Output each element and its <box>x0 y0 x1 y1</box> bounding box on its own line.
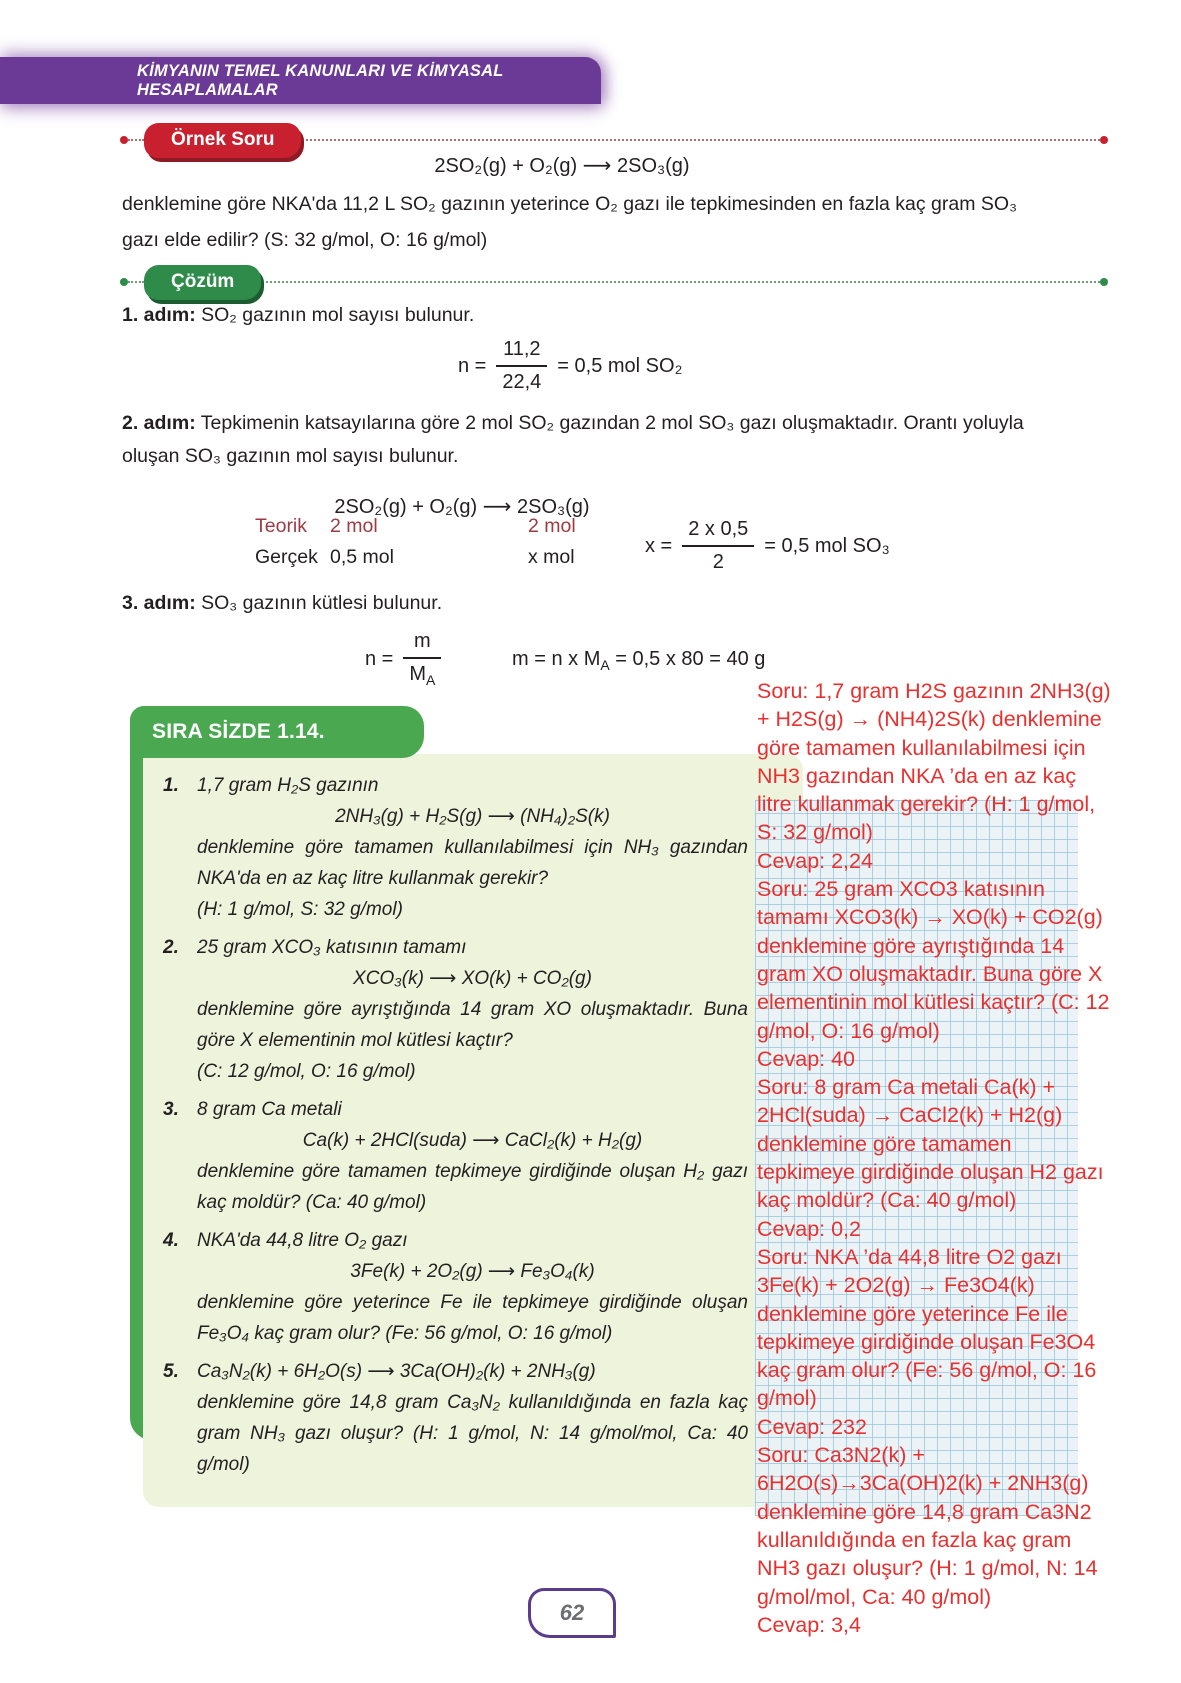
item-number: 4. <box>163 1230 179 1251</box>
formula-lhs: n = <box>458 354 487 377</box>
sira-sizde-panel <box>143 754 803 1507</box>
item-note: (C: 12 g/mol, O: 16 g/mol) <box>197 1061 416 1082</box>
item-intro: 1,7 gram H₂S gazının <box>197 775 379 796</box>
m-eq-sub: A <box>600 657 610 673</box>
step2-equation: 2SO₂(g) + O₂(g) ⟶ 2SO₃(g) <box>334 496 590 518</box>
item-intro: 25 gram XCO₃ katısının tamamı <box>197 937 467 958</box>
item-intro: NKA'da 44,8 litre O₂ gazı <box>197 1230 408 1251</box>
solution-badge: Çözüm <box>144 265 261 300</box>
item-equation: 2NH₃(g) + H₂S(g) ⟶ (NH₄)₂S(k) <box>335 806 610 827</box>
item-number: 3. <box>163 1099 179 1120</box>
annotation-answer: Cevap: 232 <box>757 1414 867 1439</box>
step1-text: SO₂ gazının mol sayısı bulunur. <box>201 304 475 326</box>
annotation-question: Soru: NKA ’da 44,8 litre O2 gazı 3Fe(k) + 2O2(g) → Fe3O4(k) denklemine göre yeterince Fe ile tepkimeye girdiğinde oluşan Fe3O4 kaç gram olur? (Fe: 56 g/mol, O: 16 g/mol) <box>757 1244 1097 1411</box>
den-base: M <box>409 663 427 685</box>
dotted-rule <box>261 281 1100 283</box>
fraction-denominator <box>403 657 441 688</box>
bullet-dot-icon <box>120 278 128 286</box>
fraction-numerator: 11,2 <box>503 338 541 360</box>
teorik-row-label: Teorik <box>255 515 308 537</box>
step2-x-formula <box>645 518 890 574</box>
den-sub: A <box>426 672 436 688</box>
step3-m-formula <box>512 648 765 673</box>
fraction <box>403 630 441 688</box>
dotted-rule <box>128 139 144 141</box>
gercek-value-2: x mol <box>528 546 575 568</box>
teorik-value-2: 2 mol <box>528 515 576 537</box>
chapter-header-bar <box>0 57 601 104</box>
fraction <box>682 518 754 574</box>
exercise-item-2 <box>163 932 748 1087</box>
dotted-rule <box>128 281 144 283</box>
bullet-dot-icon <box>120 136 128 144</box>
formula-rhs: = 0,5 mol SO₃ <box>764 534 890 557</box>
item-number: 2. <box>163 937 179 958</box>
item-body: denklemine göre 14,8 gram Ca₃N₂ kullanıldığında en fazla kaç gram NH₃ gazı oluşur? (H: 1 g/mol, N: 14 g/mol/mol, Ca: 40 g/mol) <box>197 1392 748 1475</box>
step3-text: SO₃ gazının kütlesi bulunur. <box>201 592 443 614</box>
annotation-answer: Cevap: 40 <box>757 1046 856 1071</box>
bullet-dot-icon <box>1100 278 1108 286</box>
item-body: denklemine göre ayrıştığında 14 gram XO oluşmaktadır. Buna göre X elementinin mol kütlesi kaçtır? <box>197 999 748 1051</box>
page-number-badge <box>528 1588 616 1638</box>
page-number: 62 <box>559 1600 585 1625</box>
gercek-value-1: 0,5 mol <box>330 546 394 568</box>
bullet-dot-icon <box>1100 136 1108 144</box>
dotted-rule <box>301 139 1100 141</box>
step3-line <box>122 585 442 621</box>
fraction <box>496 338 547 394</box>
m-eq-pre: m = n x M <box>512 648 601 670</box>
formula-lhs: x = <box>645 534 673 557</box>
exercise-item-1 <box>163 770 748 925</box>
teorik-value-1: 2 mol <box>330 515 378 537</box>
annotation-answer: Cevap: 0,2 <box>757 1216 861 1241</box>
item-equation: Ca(k) + 2HCl(suda) ⟶ CaCl₂(k) + H₂(g) <box>302 1130 643 1151</box>
sira-sizde-header-tab <box>130 706 424 758</box>
annotation-question: Soru: Ca3N2(k) + 6H2O(s)→3Ca(OH)2(k) + 2NH3(g) denklemine göre 14,8 gram Ca3N2 kullanıldığında en fazla kaç gram NH3 gazı oluşur? (H: 1 g/mol, N: 14 g/mol/mol, Ca: 40 g/mol) <box>757 1443 1098 1609</box>
item-body: denklemine göre tamamen tepkimeye girdiğinde oluşan H₂ gazı kaç moldür? (Ca: 40 g/mol) <box>197 1161 748 1213</box>
item-body: denklemine göre tamamen kullanılabilmesi için NH₃ gazından NKA'da en az kaç litre kullanmak gerekir? <box>197 837 748 889</box>
formula-lhs: n = <box>365 647 394 670</box>
annotation-answer: Cevap: 2,24 <box>757 848 873 873</box>
item-number: 5. <box>163 1361 179 1382</box>
item-intro: 8 gram Ca metali <box>197 1099 342 1120</box>
annotation-answer: Cevap: 3,4 <box>757 1612 861 1637</box>
chapter-title: KİMYANIN TEMEL KANUNLARI VE KİMYASAL HESAPLAMALAR <box>137 61 504 99</box>
item-note: (H: 1 g/mol, S: 32 g/mol) <box>197 899 403 920</box>
exercise-item-3 <box>163 1094 748 1218</box>
solution-badge-row <box>120 263 1108 301</box>
sira-sizde-title: SIRA SİZDE 1.14. <box>152 720 325 743</box>
annotation-column <box>757 677 1114 1639</box>
exercise-item-4 <box>163 1225 748 1349</box>
example-badge: Örnek Soru <box>144 123 301 158</box>
step2-label: 2. adım: <box>122 412 196 434</box>
item-equation: Ca₃N₂(k) + 6H₂O(s) ⟶ 3Ca(OH)₂(k) + 2NH₃(g) <box>197 1361 596 1382</box>
step1-line <box>122 297 474 333</box>
step2-paragraph <box>122 407 1030 473</box>
annotation-question: Soru: 1,7 gram H2S gazının 2NH3(g) + H2S(g) → (NH4)2S(k) denklemine göre tamamen kullanılabilmesi için NH3 gazından NKA ’da en az kaç litre kullanmak gerekir? (H: 1 g/mol, S: 32 g/mol) <box>757 679 1111 845</box>
annotation-question: Soru: 25 gram XCO3 katısının tamamı XCO3(k) → XO(k) + CO2(g) denklemine göre ayrıştığında 14 gram XO oluşmaktadır. Buna göre X elementinin mol kütlesi kaçtır? (C: 12 g/mol, O: 16 g/mol) <box>757 877 1110 1043</box>
example-question: denklemine göre NKA'da 11,2 L SO₂ gazının yeterince O₂ gazı ile tepkimesinden en fazla kaç gram SO₃ gazı elde edilir? (S: 32 g/mol, O: 16 g/mol) <box>122 193 1018 251</box>
annotation-question: Soru: 8 gram Ca metali Ca(k) + 2HCl(suda) → CaCl2(k) + H2(g) denklemine göre tamamen tepkimeye girdiğinde oluşan H2 gazı kaç moldür? (Ca: 40 g/mol) <box>757 1075 1104 1213</box>
item-number: 1. <box>163 775 179 796</box>
step3-label: 3. adım: <box>122 592 196 614</box>
item-equation: XCO₃(k) ⟶ XO(k) + CO₂(g) <box>353 968 592 989</box>
exercise-item-5 <box>163 1356 748 1480</box>
formula-rhs: = 0,5 mol SO₂ <box>557 354 683 377</box>
m-eq-post: = 0,5 x 80 = 40 g <box>609 648 766 670</box>
fraction-numerator: 2 x 0,5 <box>688 518 749 540</box>
fraction-numerator: m <box>414 630 431 652</box>
gercek-row-label: Gerçek <box>255 546 318 568</box>
item-body: denklemine göre yeterince Fe ile tepkimeye girdiğinde oluşan Fe₃O₄ kaç gram olur? (Fe: 56 g/mol, O: 16 g/mol) <box>197 1292 748 1344</box>
step1-label: 1. adım: <box>122 304 196 326</box>
fraction-denominator: 22,4 <box>496 365 547 394</box>
step2-text: Tepkimenin katsayılarına göre 2 mol SO₂ gazından 2 mol SO₃ gazı oluşmaktadır. Orantı yoluyla oluşan SO₃ gazının mol sayısı bulunur. <box>122 412 1024 467</box>
example-equation: 2SO₂(g) + O₂(g) ⟶ 2SO₃(g) <box>434 155 690 177</box>
step1-formula <box>458 338 682 394</box>
fraction-denominator: 2 <box>682 545 754 574</box>
step3-n-formula <box>365 630 441 688</box>
item-equation: 3Fe(k) + 2O₂(g) ⟶ Fe₃O₄(k) <box>350 1261 595 1282</box>
